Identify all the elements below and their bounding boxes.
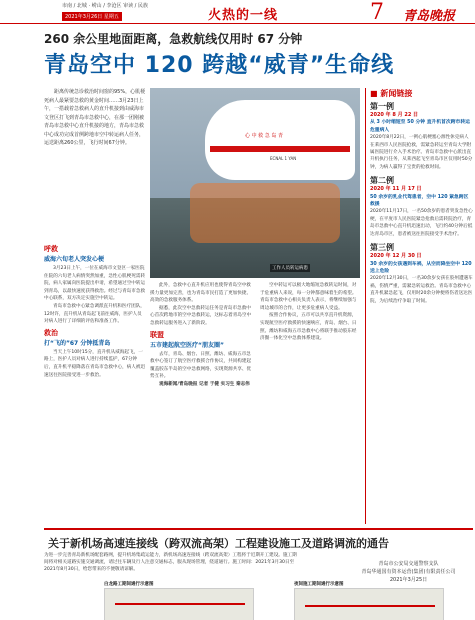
sidebar-item-title: 第一例 bbox=[370, 102, 394, 111]
paragraph: 青岛市急救中心紧急调派直升机和医疗团队，12时许，直升机从青岛起飞前往威海，医护人员对病人进行了详细的评估和准备工作。 bbox=[44, 303, 145, 325]
paragraph: 去年，青岛、烟台、日照、潍坊、威海五市急救中心签订了航空医疗救援合作协议，共同构建起覆盖胶东半岛的空中急救网络，实现资源共享、优势互补。 bbox=[150, 351, 252, 380]
notice-section bbox=[44, 528, 473, 620]
header-date: 2021年3月26日 星期五 bbox=[62, 12, 122, 21]
sidebar-item-date: 2020 年 8 月 22 日 bbox=[370, 112, 419, 118]
traffic-map-day bbox=[104, 588, 254, 620]
section-title: 火热的一线 bbox=[208, 8, 279, 23]
sidebar-item-title: 第二例 bbox=[370, 176, 394, 186]
map-label-night: 夜间施工期间通行示意图 bbox=[294, 582, 344, 587]
map-label-day: 白龙路工期间通行示意图 bbox=[104, 582, 154, 587]
paragraph: 空中转运可以极大地缩短急救转运时间，对于危重病人来说，每一分钟都意味着生的希望。青岛市急救中心相关负责人表示，将继续加强与周边城市的合作，让更多危重病人受益。 bbox=[260, 283, 357, 311]
section-heading-alert: 呼救 bbox=[44, 245, 58, 253]
section-heading-alliance: 联盟 bbox=[150, 330, 164, 339]
sidebar-item-head: 30 余岁的女孩遇到车祸，从空而降坐空中 120 送上危险 bbox=[370, 261, 472, 274]
article-column-c bbox=[260, 282, 360, 524]
page-number: 7 bbox=[370, 0, 384, 25]
sidebar-title: ■ 新闻链接 bbox=[370, 89, 413, 98]
map-road bbox=[305, 605, 435, 607]
issuer-line: 青岛华通国有资本运营(集团)有限责任公司 bbox=[361, 569, 456, 575]
issuer-line: 青岛市公安局交通警察支队 bbox=[378, 561, 439, 567]
notice-title: 关于新机场高速连接线（跨双流高架）工程建设施工及道路调流的通告 bbox=[48, 537, 389, 550]
newspaper-logo: 青岛晚报 bbox=[403, 9, 456, 24]
sidebar-item-title: 第三例 bbox=[370, 243, 394, 253]
news-links-sidebar bbox=[365, 88, 473, 524]
lead-paragraph: 距离传统急诊救治时间窗的95%，心肌梗死病人最紧要急救的黄金时间……3月23日上午，一搭载着急救病人的直升机接到由威海市文登区打飞到青岛市急救中心，在那一团刚被青岛市急救中心直升机接的地方，青岛市急救中心成功完成首例跨地市空中转运病人任务，运送距离260公里，飞行时间67分钟。 bbox=[44, 89, 146, 146]
section-heading-rescue: 救治 bbox=[44, 328, 58, 337]
sidebar-item-body: 2020年8月22日，一例心肌梗塞心源性休克病人在莱西市人民医院抢救，需紧急转运至青岛大学附属医院进行介入手术治疗。青岛市急救中心派出直升机执行任务，从莱西起飞至青岛市区仅用时50分钟，为病人赢得了宝贵的抢救时间。 bbox=[370, 135, 473, 170]
header-meta: 市南 / 北城 · 崂山 / 李沧区 审读 / 民族 bbox=[62, 3, 148, 9]
helicopter-code: ECNAL 1 YAN bbox=[270, 156, 297, 161]
sidebar-item-body: 2020年11月17日，一名50余岁的患者突发急性心梗，在平度市人民医院紧急抢救后需转院治疗，青岛市急救中心直升机迅速出动，飞行约40分钟后抵达青岛市区，患者被送往医院接受手术治疗。 bbox=[370, 209, 473, 237]
sidebar-item-date: 2020 年 12 月 30 日 bbox=[370, 253, 422, 260]
map-road bbox=[115, 603, 245, 605]
paragraph: 按照合作协议，五市可以共享直升机资源，实现航空医疗救援的快速响应，青岛、烟台、日照、潍坊和威海五市急救中心将联手推动胶东经济圈一体化空中急救体系建设。 bbox=[260, 313, 357, 342]
article-column-b bbox=[150, 282, 255, 524]
sidebar-item bbox=[370, 243, 473, 305]
sidebar-item-date: 2020 年 11 月 17 日 bbox=[370, 186, 422, 193]
section-subheading-alliance: 五市建起航空医疗“朋友圈” bbox=[150, 341, 224, 349]
traffic-map-night bbox=[294, 588, 444, 620]
sidebar-item bbox=[370, 102, 473, 171]
notice-issuer bbox=[344, 560, 473, 584]
sidebar-item bbox=[370, 176, 473, 238]
paragraph: 据悉，此次空中急救转运任务是青岛市急救中心首次跨地市的空中急救转运，这标志着青岛空中急救转运服务进入了新阶段。 bbox=[150, 305, 252, 326]
section-subheading-rescue: 打“飞的”67 分钟抵青岛 bbox=[44, 339, 111, 347]
sidebar-item-body: 2020年12月30日，一名30余岁女孩在胶州遭遇车祸，伤情严重，需紧急转运救治。青岛市急救中心直升机紧急起飞，仅用时20余分钟便将伤者送达医院，为后续治疗争取了时间。 bbox=[370, 276, 473, 304]
news-photo bbox=[150, 88, 360, 278]
helicopter-shape bbox=[205, 100, 355, 180]
helicopter-lettering: 心 中 救 急 岛 青 bbox=[245, 133, 283, 139]
paragraph: 此外，急救中心直升机应用也使得青岛空中救援力量更加完善，也为青岛市民打造了更加快捷、高效的急救服务体系。 bbox=[150, 283, 252, 304]
sidebar-item-head: 50 余岁的乳业代驾患者，空中 120 紧急跨区救援 bbox=[370, 194, 469, 208]
page-header bbox=[0, 0, 475, 24]
photo-caption: 工作人员转运病患 bbox=[272, 266, 308, 271]
medical-team bbox=[190, 183, 340, 243]
article-column-a bbox=[44, 242, 146, 524]
sub-headline: 260 余公里地面距离，急救航线仅用时 67 分钟 bbox=[44, 32, 303, 46]
paragraph: 3月23日上午，一位在威海市文登区一家医院住院的六旬老人病情突然加重，急性心肌梗死需转院，病人家属向医院提出申请，希望通过空中转运到青岛，以最快速度获得救治。经过与青岛市急救中心联系，双方决定实施空中转运。 bbox=[44, 266, 146, 302]
issuer-date: 2021年3月25日 bbox=[389, 577, 428, 583]
section-subheading-alert: 威海六旬老人突发心梗 bbox=[44, 256, 105, 263]
main-headline: 青岛空中 120 跨越“威青”生命线 bbox=[44, 53, 395, 78]
helicopter-stripe bbox=[210, 146, 350, 152]
paragraph: 当天上午10时15分，直升机从威海起飞，一路上，医护人员对病人进行持续监护，67分钟后，直升机平稳降落在青岛市急救中心，病人被迅速送往医院接受进一步救治。 bbox=[44, 349, 146, 378]
notice-text: 为进一步完善青岛新机场配套路网，提升机场集疏运能力，新机场高速连接线（跨双流高架）工程将于近期开工建设。施工期间将对相关道路实施交通调流，请过往车辆及行人注意交通标志，服从现场管理，绕道通行。施工时间：2021年3月30日至2021年8月30日，给您带来的不便敬请谅解。 bbox=[44, 553, 297, 573]
sidebar-item-head: 从 3 小时缩短至 50 分钟 直升机首次跨市转运危重病人 bbox=[370, 120, 470, 133]
reporter-byline: 观海新闻/青岛晚报 记者 于健 实习生 秦志伟 bbox=[159, 381, 250, 387]
